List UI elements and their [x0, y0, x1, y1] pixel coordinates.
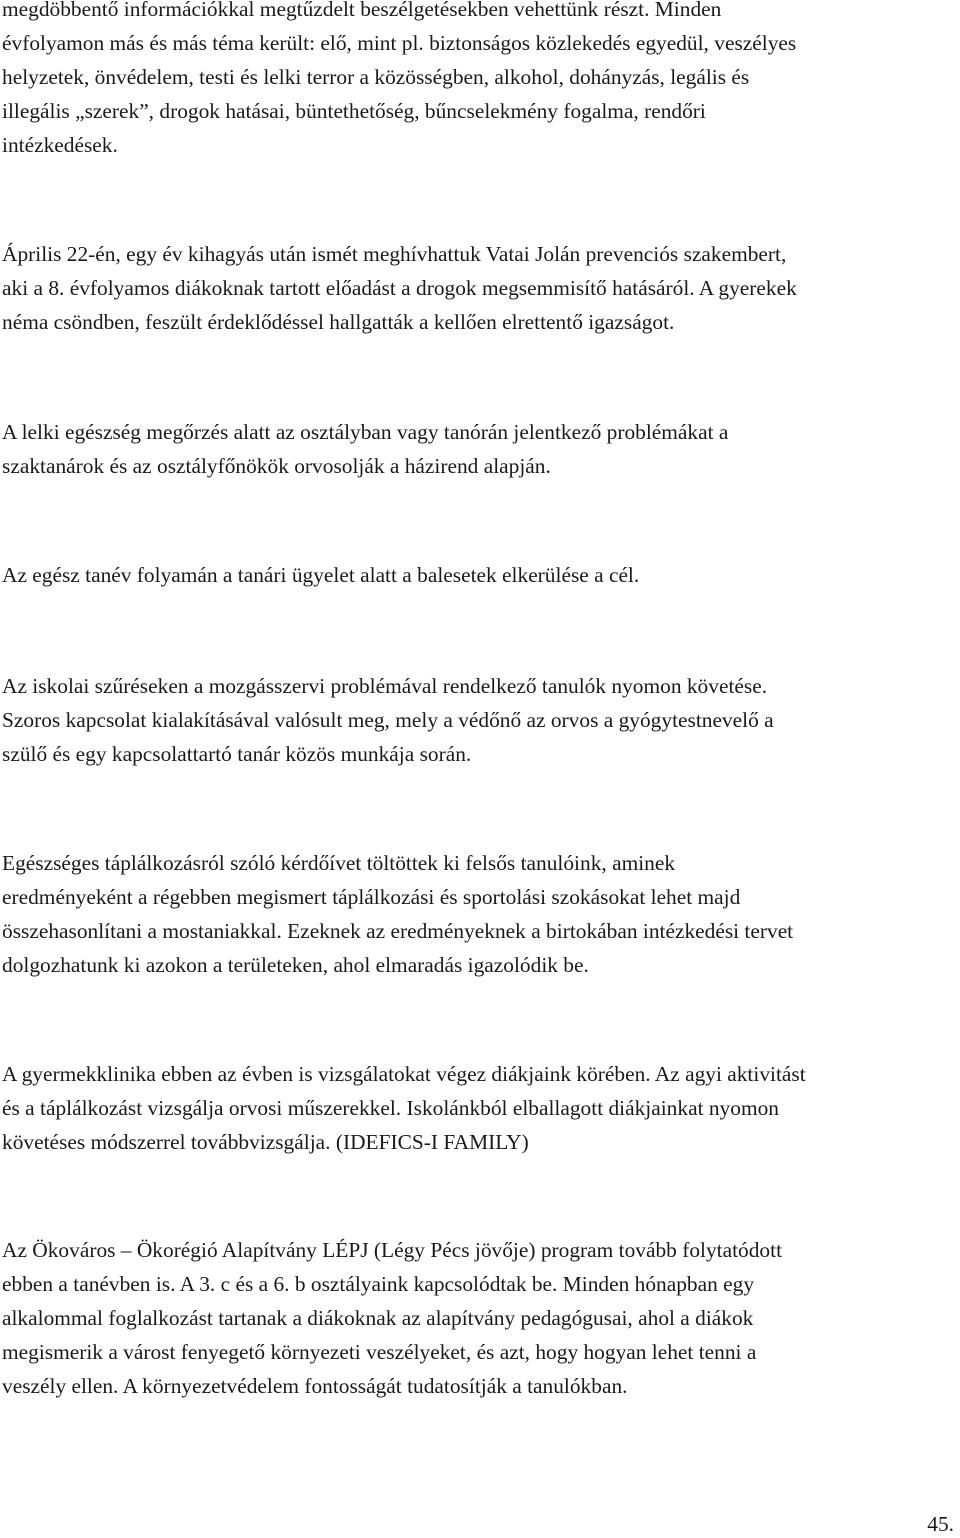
text-line: Az iskolai szűréseken a mozgásszervi problémával rendelkező tanulók nyomon követése.: [2, 674, 768, 698]
paragraph-accident-prevention: [2, 558, 942, 592]
text-line: eredményeként a régebben megismert táplálkozási és sportolási szokásokat lehet majd: [2, 885, 741, 909]
text-line: A lelki egészség megőrzés alatt az osztályban vagy tanórán jelentkező problémákat a: [2, 420, 729, 444]
text-line: évfolyamon más és más téma került: elő, mint pl. biztonságos közlekedés egyedül, veszélyes: [2, 31, 797, 55]
text-line: Április 22-én, egy év kihagyás után ismét meghívhattuk Vatai Jolán prevenciós szakembert,: [2, 242, 787, 266]
text-line: A gyermekklinika ebben az évben is vizsgálatokat végez diákjaink körében. Az agyi aktivitást: [2, 1062, 806, 1086]
text-line: és a táplálkozást vizsgálja orvosi műszerekkel. Iskolánkból elballagott diákjainkat nyomon: [2, 1096, 779, 1120]
paragraph-school-talks: [2, 0, 942, 162]
text-line: alkalommal foglalkozást tartanak a diákoknak az alapítvány pedagógusai, ahol a diákok: [2, 1306, 754, 1330]
paragraph-prevention-lecture: [2, 237, 942, 339]
text-line: néma csöndben, feszült érdeklődéssel hallgatták a kellően elrettentő igazságot.: [2, 310, 675, 334]
paragraph-ecocity-program: [2, 1233, 942, 1403]
text-line: aki a 8. évfolyamos diákoknak tartott előadást a drogok megsemmisítő hatásáról. A gyerekek: [2, 276, 797, 300]
text-line: összehasonlítani a mostaniakkal. Ezeknek az eredményeknek a birtokában intézkedési tervet: [2, 919, 794, 943]
text-line: Egészséges táplálkozásról szóló kérdőívet töltöttek ki felsős tanulóink, aminek: [2, 851, 676, 875]
text-line: ebben a tanévben is. A 3. c és a 6. b osztályaink kapcsolódtak be. Minden hónapban egy: [2, 1272, 755, 1296]
text-line: Az egész tanév folyamán a tanári ügyelet alatt a balesetek elkerülése a cél.: [2, 563, 640, 587]
paragraph-childrens-clinic: [2, 1057, 942, 1159]
paragraph-screenings: [2, 669, 942, 771]
text-line: megdöbbentő információkkal megtűzdelt beszélgetésekben vehettünk részt. Minden: [2, 0, 722, 21]
text-line: Az Ökováros – Ökorégió Alapítvány LÉPJ (Légy Pécs jövője) program tovább folytatódott: [2, 1238, 783, 1262]
text-line: veszély ellen. A környezetvédelem fontosságát tudatosítják a tanulókban.: [2, 1374, 628, 1398]
paragraph-nutrition-survey: [2, 846, 942, 982]
text-line: illegális „szerek”, drogok hatásai, büntethetőség, bűncselekmény fogalma, rendőri: [2, 99, 706, 123]
text-line: helyzetek, önvédelem, testi és lelki terror a közösségben, alkohol, dohányzás, legális és: [2, 65, 750, 89]
text-line: intézkedések.: [2, 133, 118, 157]
text-line: Szoros kapcsolat kialakításával valósult meg, mely a védőnő az orvos a gyógytestnevelő a: [2, 708, 774, 732]
text-line: megismerik a várost fenyegető környezeti veszélyeket, és azt, hogy hogyan lehet tenni a: [2, 1340, 757, 1364]
page-number: 45.: [927, 1512, 954, 1536]
text-line: követéses módszerrel továbbvizsgálja. (IDEFICS-I FAMILY): [2, 1130, 529, 1154]
text-line: szülő és egy kapcsolattartó tanár közös munkája során.: [2, 742, 472, 766]
text-line: szaktanárok és az osztályfőnökök orvosolják a házirend alapján.: [2, 454, 551, 478]
paragraph-mental-health: [2, 415, 942, 483]
text-line: dolgozhatunk ki azokon a területeken, ahol elmaradás igazolódik be.: [2, 953, 589, 977]
